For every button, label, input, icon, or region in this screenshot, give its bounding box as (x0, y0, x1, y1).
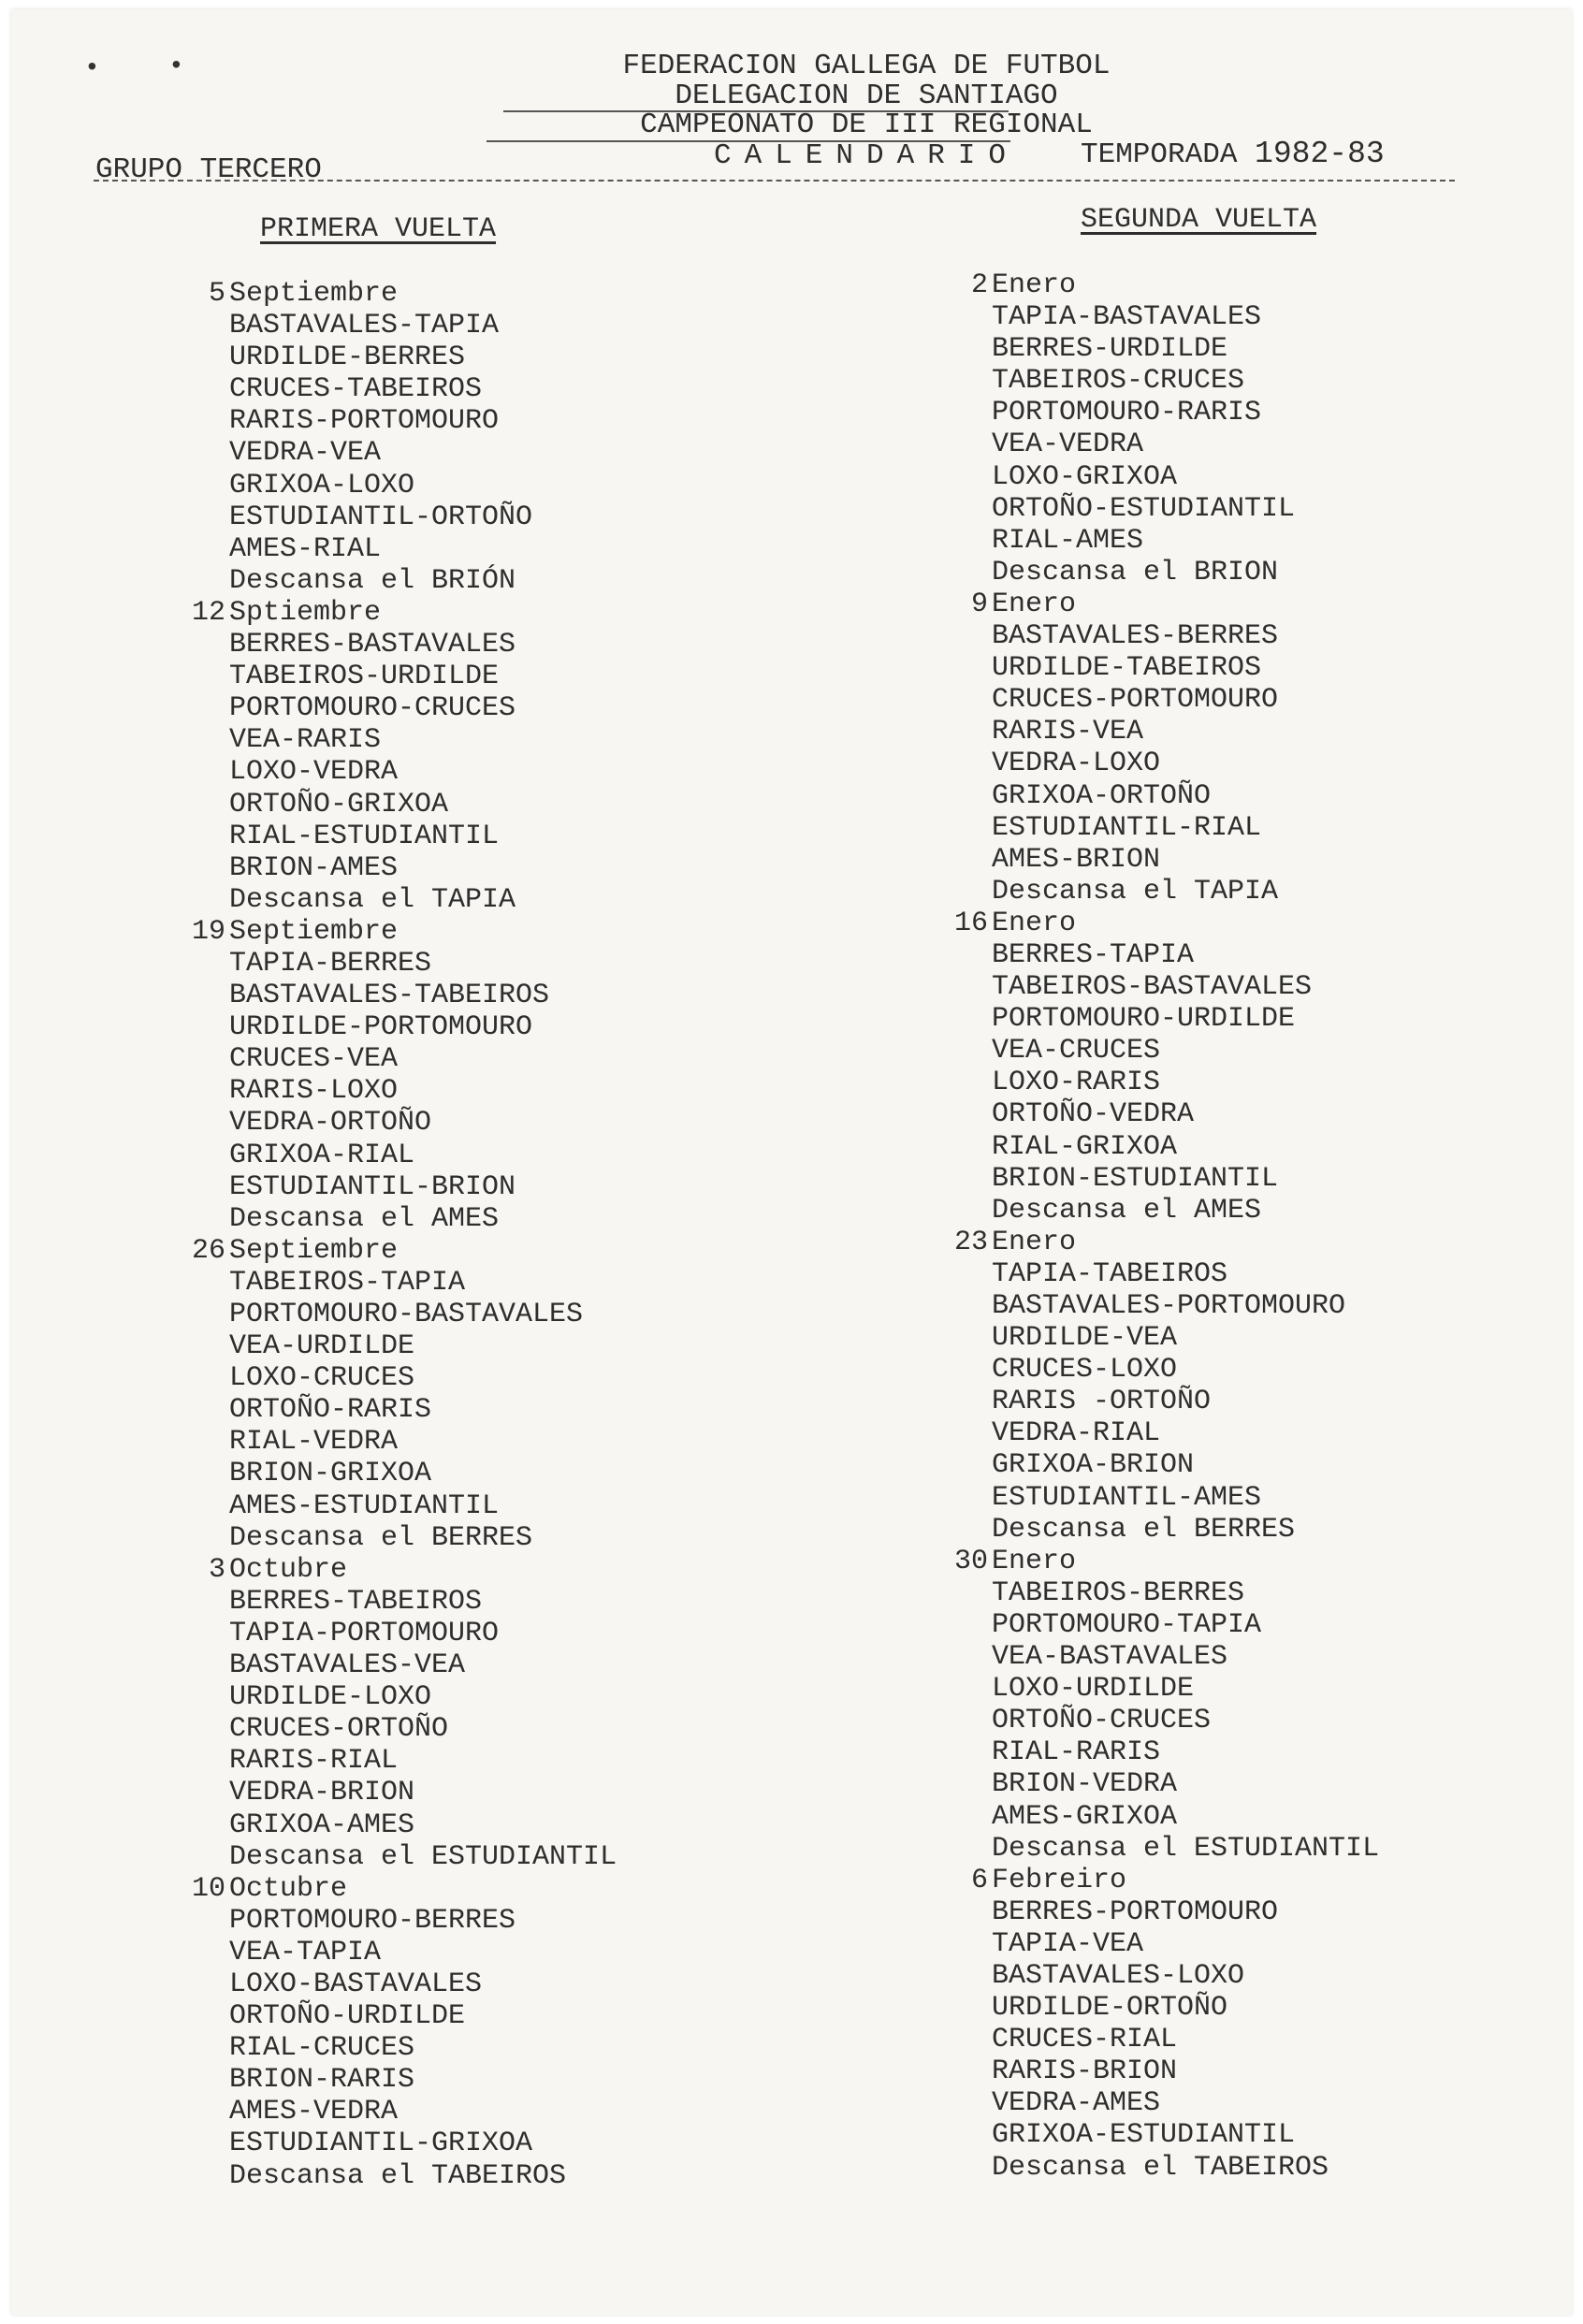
round-date (945, 1227, 1379, 1258)
match-line: URDILDE-TABEIROS (992, 652, 1262, 685)
round-month: Septiembre (229, 1234, 399, 1267)
round-date (182, 1235, 617, 1267)
match-line: LOXO-RARIS (992, 1067, 1161, 1099)
match-line: CRUCES-PORTOMOURO (992, 684, 1279, 717)
round-date (945, 269, 1379, 301)
match-line: GRIXOA-RIAL (229, 1139, 415, 1171)
match-line: BERRES-BASTAVALES (229, 629, 516, 661)
round-month: Enero (992, 588, 1077, 620)
match-line: VEA-CRUCES (992, 1035, 1161, 1068)
match-line: RARIS-BRION (992, 2055, 1178, 2088)
match-line: LOXO-VEDRA (229, 756, 399, 789)
round-month: Septiembre (229, 915, 399, 948)
match-line: PORTOMOURO-BERRES (229, 1904, 516, 1937)
match-line: RIAL-VEDRA (229, 1426, 399, 1459)
match-line: BASTAVALES-TABEIROS (229, 980, 550, 1012)
round-month: Enero (992, 269, 1077, 301)
match-line: VEDRA-ORTOÑO (229, 1107, 432, 1140)
rest-team-line: Descansa el AMES (229, 1202, 500, 1235)
match-line: TABEIROS-TAPIA (229, 1266, 466, 1299)
match-line: ORTOÑO-ESTUDIANTIL (992, 492, 1296, 525)
match-line: BERRES-PORTOMOURO (992, 1896, 1279, 1928)
match-line: VEDRA-RIAL (992, 1417, 1161, 1450)
match-line: AMES-BRION (992, 843, 1161, 876)
match-line: BASTAVALES-VEA (229, 1649, 466, 1682)
match-line: TABEIROS-URDILDE (229, 661, 500, 693)
match-line: RARIS-RIAL (229, 1745, 399, 1778)
group-label: GRUPO TERCERO (95, 153, 322, 186)
match-line: BASTAVALES-PORTOMOURO (992, 1290, 1346, 1322)
punch-mark: • (168, 52, 184, 81)
match-line: BASTAVALES-LOXO (992, 1959, 1245, 1992)
match-line: BASTAVALES-TAPIA (229, 310, 500, 342)
match-line: VEA-VEDRA (992, 428, 1144, 461)
match-line: BRION-RARIS (229, 2064, 415, 2097)
calendar-title: CALENDARIO (713, 139, 1020, 172)
round (182, 1235, 617, 1554)
match-line: CRUCES-LOXO (992, 1354, 1178, 1387)
round-date (182, 916, 617, 948)
match-line: CRUCES-ORTOÑO (229, 1713, 449, 1746)
match-line: CRUCES-RIAL (992, 2024, 1178, 2056)
round (945, 269, 1379, 588)
match-line: AMES-GRIXOA (992, 1800, 1178, 1833)
match-line: ORTOÑO-CRUCES (992, 1705, 1212, 1737)
match-line: PORTOMOURO-BASTAVALES (229, 1299, 584, 1330)
round (182, 916, 617, 1235)
round-day: 9 (970, 588, 988, 620)
match-line: TAPIA-TABEIROS (992, 1257, 1228, 1290)
rest-team-line: Descansa el ESTUDIANTIL (992, 1832, 1380, 1865)
match-line: GRIXOA-ORTOÑO (992, 779, 1212, 812)
match-line: RIAL-AMES (992, 524, 1144, 557)
round-date (182, 597, 617, 629)
match-line: URDILDE-BERRES (229, 341, 466, 374)
round-month: Enero (992, 907, 1077, 939)
match-line: BRION-GRIXOA (229, 1458, 432, 1490)
rest-team-line: Descansa el BRION (992, 556, 1279, 588)
round-date (945, 1546, 1379, 1577)
round-month: Enero (992, 1226, 1077, 1258)
match-line: ORTOÑO-URDILDE (229, 2000, 466, 2033)
rest-team-line: Descansa el TAPIA (992, 875, 1279, 908)
match-line: GRIXOA-BRION (992, 1449, 1195, 1482)
round-day: 5 (208, 278, 225, 310)
round-day: 30 (953, 1545, 988, 1577)
rest-team-line: Descansa el AMES (992, 1194, 1262, 1227)
match-line: AMES-VEDRA (229, 2096, 399, 2128)
match-line: ORTOÑO-RARIS (229, 1394, 432, 1427)
match-line: PORTOMOURO-CRUCES (229, 692, 516, 725)
match-line: VEA-URDILDE (229, 1330, 415, 1363)
segunda-vuelta-title: SEGUNDA VUELTA (1081, 204, 1317, 236)
round-month: Octubre (229, 1553, 348, 1586)
match-line: AMES-RIAL (229, 532, 382, 565)
match-line: ESTUDIANTIL-AMES (992, 1481, 1262, 1514)
round-month: Octubre (229, 1872, 348, 1905)
match-line: RARIS -ORTOÑO (992, 1386, 1212, 1418)
match-line: GRIXOA-LOXO (229, 469, 415, 501)
round-day: 19 (191, 915, 225, 948)
match-line: PORTOMOURO-RARIS (992, 397, 1262, 429)
match-line: TAPIA-BERRES (229, 947, 432, 980)
round-date (945, 908, 1379, 939)
match-line: ESTUDIANTIL-RIAL (992, 811, 1262, 844)
match-line: LOXO-CRUCES (229, 1362, 415, 1395)
round-day: 2 (970, 269, 988, 301)
punch-mark: • (84, 54, 100, 83)
round-date (182, 1873, 617, 1905)
round-date (945, 588, 1379, 620)
match-line: TABEIROS-BERRES (992, 1576, 1245, 1609)
rest-team-line: Descansa el BERRES (992, 1513, 1296, 1546)
round (945, 588, 1379, 908)
round (945, 1865, 1379, 2184)
match-line: VEDRA-BRION (229, 1777, 415, 1809)
match-line: ESTUDIANTIL-GRIXOA (229, 2128, 533, 2160)
round-day: 12 (191, 596, 225, 629)
rest-team-line: Descansa el BRIÓN (229, 564, 516, 597)
header-rule (94, 180, 1455, 182)
match-line: RIAL-GRIXOA (992, 1130, 1178, 1163)
season-year: 1982-83 (1255, 137, 1385, 171)
match-line: URDILDE-ORTOÑO (992, 1992, 1228, 2025)
round-month: Septiembre (229, 278, 399, 310)
rest-team-line: Descansa el TABEIROS (229, 2159, 567, 2192)
match-line: CRUCES-VEA (229, 1043, 399, 1076)
match-line: TAPIA-VEA (992, 1927, 1144, 1960)
round-day: 10 (191, 1872, 225, 1905)
season-label (1081, 137, 1385, 171)
round-date (182, 278, 617, 310)
rest-team-line: Descansa el TABEIROS (992, 2151, 1329, 2184)
match-line: RARIS-PORTOMOURO (229, 405, 500, 438)
match-line: BRION-AMES (229, 851, 399, 884)
match-line: BASTAVALES-BERRES (992, 620, 1279, 653)
match-line: VEA-TAPIA (229, 1936, 382, 1968)
match-line: ESTUDIANTIL-ORTOÑO (229, 501, 533, 533)
match-line: URDILDE-PORTOMOURO (229, 1011, 533, 1044)
match-line: CRUCES-TABEIROS (229, 373, 483, 406)
match-line: BERRES-TABEIROS (229, 1585, 483, 1618)
match-line: VEDRA-LOXO (992, 748, 1161, 780)
match-line: GRIXOA-AMES (229, 1808, 415, 1841)
round-day: 16 (953, 907, 988, 939)
match-line: VEDRA-AMES (992, 2087, 1161, 2120)
match-line: GRIXOA-ESTUDIANTIL (992, 2119, 1296, 2152)
segunda-vuelta-column (945, 269, 1379, 2184)
round-month: Febreiro (992, 1864, 1127, 1896)
round (945, 1227, 1379, 1546)
round-date (182, 1554, 617, 1586)
match-line: LOXO-BASTAVALES (229, 1968, 483, 2000)
round (182, 1554, 617, 1873)
round (182, 1873, 617, 2192)
match-line: BERRES-TAPIA (992, 938, 1195, 971)
round-month: Sptiembre (229, 596, 382, 629)
match-line: LOXO-GRIXOA (992, 460, 1178, 493)
match-line: LOXO-URDILDE (992, 1673, 1195, 1706)
federation-title: FEDERACION GALLEGA DE FUTBOL (622, 50, 1111, 82)
match-line: URDILDE-VEA (992, 1322, 1178, 1355)
round-day: 6 (970, 1864, 988, 1896)
match-line: URDILDE-LOXO (229, 1681, 432, 1714)
round-day: 23 (953, 1226, 988, 1258)
season-word: TEMPORADA (1081, 138, 1238, 171)
round-date (945, 1865, 1379, 1896)
match-line: RIAL-CRUCES (229, 2032, 415, 2065)
delegation-title: DELEGACION DE SANTIAGO (675, 80, 1058, 112)
match-line: RARIS-LOXO (229, 1075, 399, 1108)
primera-vuelta-column (182, 278, 617, 2192)
rest-team-line: Descansa el BERRES (229, 1521, 533, 1554)
match-line: BERRES-URDILDE (992, 333, 1228, 366)
match-line: TABEIROS-CRUCES (992, 365, 1245, 398)
rest-team-line: Descansa el ESTUDIANTIL (229, 1840, 617, 1873)
match-line: ORTOÑO-VEDRA (992, 1098, 1195, 1131)
match-line: ESTUDIANTIL-BRION (229, 1170, 516, 1203)
rest-team-line: Descansa el TAPIA (229, 883, 516, 916)
match-line: RIAL-ESTUDIANTIL (229, 820, 500, 852)
round (945, 908, 1379, 1227)
round (182, 278, 617, 597)
match-line: RIAL-RARIS (992, 1736, 1161, 1769)
match-line: RARIS-VEA (992, 716, 1144, 748)
primera-vuelta-title: PRIMERA VUELTA (260, 213, 497, 245)
match-line: VEA-BASTAVALES (992, 1641, 1228, 1674)
match-line: TAPIA-PORTOMOURO (229, 1617, 500, 1649)
round-day: 26 (191, 1234, 225, 1267)
match-line: BRION-VEDRA (992, 1768, 1178, 1801)
match-line: TABEIROS-BASTAVALES (992, 971, 1313, 1004)
championship-title: CAMPEONATO DE III REGIONAL (640, 109, 1093, 141)
round (182, 597, 617, 916)
match-line: VEA-RARIS (229, 724, 382, 757)
round (945, 1546, 1379, 1865)
match-line: PORTOMOURO-TAPIA (992, 1608, 1262, 1641)
match-line: TAPIA-BASTAVALES (992, 301, 1262, 334)
match-line: BRION-ESTUDIANTIL (992, 1162, 1279, 1195)
match-line: ORTOÑO-GRIXOA (229, 788, 449, 821)
match-line: VEDRA-VEA (229, 437, 382, 470)
match-line: PORTOMOURO-URDILDE (992, 1003, 1296, 1036)
match-line: AMES-ESTUDIANTIL (229, 1489, 500, 1522)
round-month: Enero (992, 1545, 1077, 1577)
round-day: 3 (208, 1553, 225, 1586)
